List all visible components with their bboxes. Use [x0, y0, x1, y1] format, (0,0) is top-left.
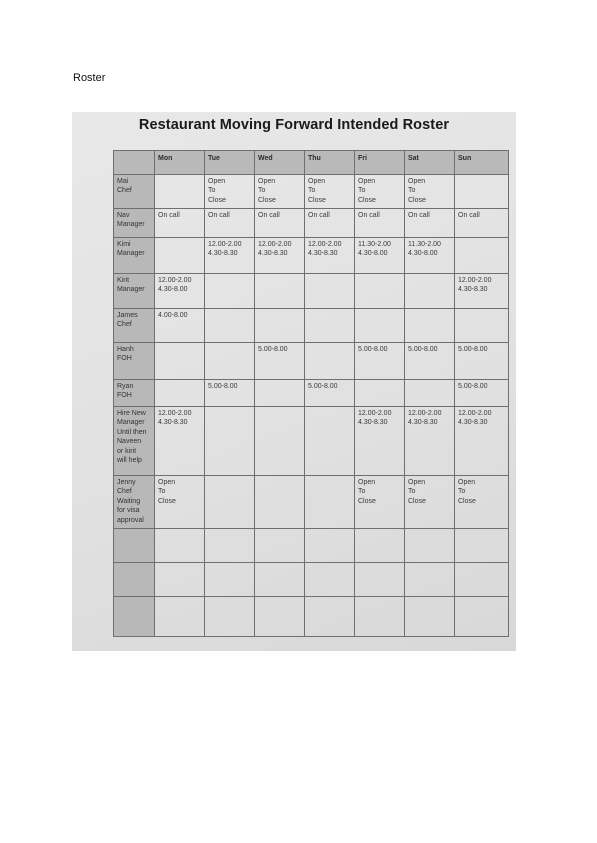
shift-cell-tue — [205, 597, 255, 637]
shift-cell-wed: Open To Close — [255, 175, 305, 209]
shift-cell-thu — [305, 529, 355, 563]
shift-cell-fri: On call — [355, 209, 405, 238]
shift-cell-sat: 12.00-2.00 4.30-8.30 — [405, 407, 455, 476]
shift-cell-mon: On call — [155, 209, 205, 238]
roster-row — [114, 238, 509, 274]
shift-cell-wed: 12.00-2.00 4.30-8.30 — [255, 238, 305, 274]
shift-cell-sat — [405, 380, 455, 407]
shift-cell-tue — [205, 529, 255, 563]
shift-cell-wed — [255, 274, 305, 309]
shift-cell-wed — [255, 407, 305, 476]
shift-cell-thu — [305, 563, 355, 597]
shift-cell-sat: 11.30-2.00 4.30-8.00 — [405, 238, 455, 274]
shift-cell-tue: On call — [205, 209, 255, 238]
day-header-fri: Fri — [355, 151, 405, 175]
shift-cell-tue: Open To Close — [205, 175, 255, 209]
shift-cell-mon — [155, 597, 205, 637]
shift-cell-sat — [405, 563, 455, 597]
shift-cell-fri — [355, 597, 405, 637]
day-header-sat: Sat — [405, 151, 455, 175]
staff-name-cell — [114, 597, 155, 637]
day-header-tue: Tue — [205, 151, 255, 175]
shift-cell-sun — [455, 597, 509, 637]
shift-cell-sun: 5.00-8.00 — [455, 380, 509, 407]
shift-cell-tue: 12.00-2.00 4.30-8.30 — [205, 238, 255, 274]
shift-cell-mon: 4.00-8.00 — [155, 309, 205, 343]
staff-name-cell — [114, 563, 155, 597]
shift-cell-tue — [205, 309, 255, 343]
shift-cell-sat: On call — [405, 209, 455, 238]
shift-cell-fri: 12.00-2.00 4.30-8.30 — [355, 407, 405, 476]
shift-cell-mon — [155, 238, 205, 274]
roster-title: Restaurant Moving Forward Intended Roster — [138, 117, 450, 133]
day-header-sun: Sun — [455, 151, 509, 175]
staff-name-cell: Hire New Manager Until then Naveen or kirit will help — [114, 407, 155, 476]
shift-cell-fri: Open To Close — [355, 476, 405, 529]
staff-name-cell: Jenny Chef Waiting for visa approval — [114, 476, 155, 529]
shift-cell-wed: On call — [255, 209, 305, 238]
shift-cell-fri — [355, 309, 405, 343]
shift-cell-thu: Open To Close — [305, 175, 355, 209]
roster-row — [114, 380, 509, 407]
shift-cell-fri — [355, 274, 405, 309]
shift-cell-sat — [405, 309, 455, 343]
shift-cell-wed — [255, 597, 305, 637]
shift-cell-mon: 12.00-2.00 4.30-8.30 — [155, 407, 205, 476]
shift-cell-thu: 5.00-8.00 — [305, 380, 355, 407]
shift-cell-sat — [405, 597, 455, 637]
shift-cell-sun — [455, 529, 509, 563]
staff-name-cell: James Chef — [114, 309, 155, 343]
day-header-wed: Wed — [255, 151, 305, 175]
shift-cell-thu — [305, 407, 355, 476]
roster-row — [114, 274, 509, 309]
staff-name-cell: Ryan FOH — [114, 380, 155, 407]
shift-cell-wed — [255, 380, 305, 407]
shift-cell-tue — [205, 476, 255, 529]
shift-cell-sun: Open To Close — [455, 476, 509, 529]
shift-cell-mon — [155, 175, 205, 209]
shift-cell-thu — [305, 309, 355, 343]
roster-row — [114, 309, 509, 343]
staff-name-cell: Hanh FOH — [114, 343, 155, 380]
shift-cell-wed — [255, 309, 305, 343]
shift-cell-sun: 12.00-2.00 4.30-8.30 — [455, 274, 509, 309]
shift-cell-tue: 5.00-8.00 — [205, 380, 255, 407]
shift-cell-fri: 11.30-2.00 4.30-8.00 — [355, 238, 405, 274]
shift-cell-sat — [405, 529, 455, 563]
day-header-mon: Mon — [155, 151, 205, 175]
shift-cell-fri — [355, 529, 405, 563]
day-header-thu: Thu — [305, 151, 355, 175]
roster-row — [114, 209, 509, 238]
roster-table — [113, 150, 509, 637]
shift-cell-thu — [305, 597, 355, 637]
shift-cell-wed — [255, 476, 305, 529]
roster-row — [114, 175, 509, 209]
shift-cell-mon: 12.00-2.00 4.30-8.00 — [155, 274, 205, 309]
roster-row — [114, 529, 509, 563]
roster-row — [114, 476, 509, 529]
shift-cell-sun: 5.00-8.00 — [455, 343, 509, 380]
shift-cell-sun: 12.00-2.00 4.30-8.30 — [455, 407, 509, 476]
shift-cell-thu — [305, 343, 355, 380]
shift-cell-sat: Open To Close — [405, 476, 455, 529]
staff-name-cell: Nav Manager — [114, 209, 155, 238]
shift-cell-mon — [155, 529, 205, 563]
shift-cell-thu — [305, 476, 355, 529]
shift-cell-fri: 5.00-8.00 — [355, 343, 405, 380]
header-row — [114, 151, 509, 175]
staff-name-cell: Mai Chef — [114, 175, 155, 209]
roster-row — [114, 407, 509, 476]
shift-cell-tue — [205, 563, 255, 597]
roster-row — [114, 563, 509, 597]
corner-cell — [114, 151, 155, 175]
shift-cell-fri — [355, 563, 405, 597]
shift-cell-mon — [155, 380, 205, 407]
shift-cell-wed — [255, 529, 305, 563]
shift-cell-thu — [305, 274, 355, 309]
shift-cell-sun: On call — [455, 209, 509, 238]
shift-cell-wed — [255, 563, 305, 597]
shift-cell-tue — [205, 343, 255, 380]
shift-cell-mon — [155, 343, 205, 380]
shift-cell-sun — [455, 175, 509, 209]
document-label: Roster — [73, 72, 106, 84]
shift-cell-tue — [205, 274, 255, 309]
shift-cell-thu: On call — [305, 209, 355, 238]
staff-name-cell: Kirit Manager — [114, 274, 155, 309]
shift-cell-sun — [455, 309, 509, 343]
shift-cell-sat — [405, 274, 455, 309]
paper-sheet — [72, 112, 516, 651]
shift-cell-sun — [455, 563, 509, 597]
roster-photo — [72, 112, 516, 651]
shift-cell-sat: Open To Close — [405, 175, 455, 209]
roster-row — [114, 343, 509, 380]
roster-row — [114, 597, 509, 637]
shift-cell-tue — [205, 407, 255, 476]
staff-name-cell: Kimi Manager — [114, 238, 155, 274]
shift-cell-sun — [455, 238, 509, 274]
shift-cell-mon — [155, 563, 205, 597]
shift-cell-mon: Open To Close — [155, 476, 205, 529]
shift-cell-wed: 5.00-8.00 — [255, 343, 305, 380]
shift-cell-fri — [355, 380, 405, 407]
staff-name-cell — [114, 529, 155, 563]
shift-cell-sat: 5.00-8.00 — [405, 343, 455, 380]
shift-cell-fri: Open To Close — [355, 175, 405, 209]
shift-cell-thu: 12.00-2.00 4.30-8.30 — [305, 238, 355, 274]
